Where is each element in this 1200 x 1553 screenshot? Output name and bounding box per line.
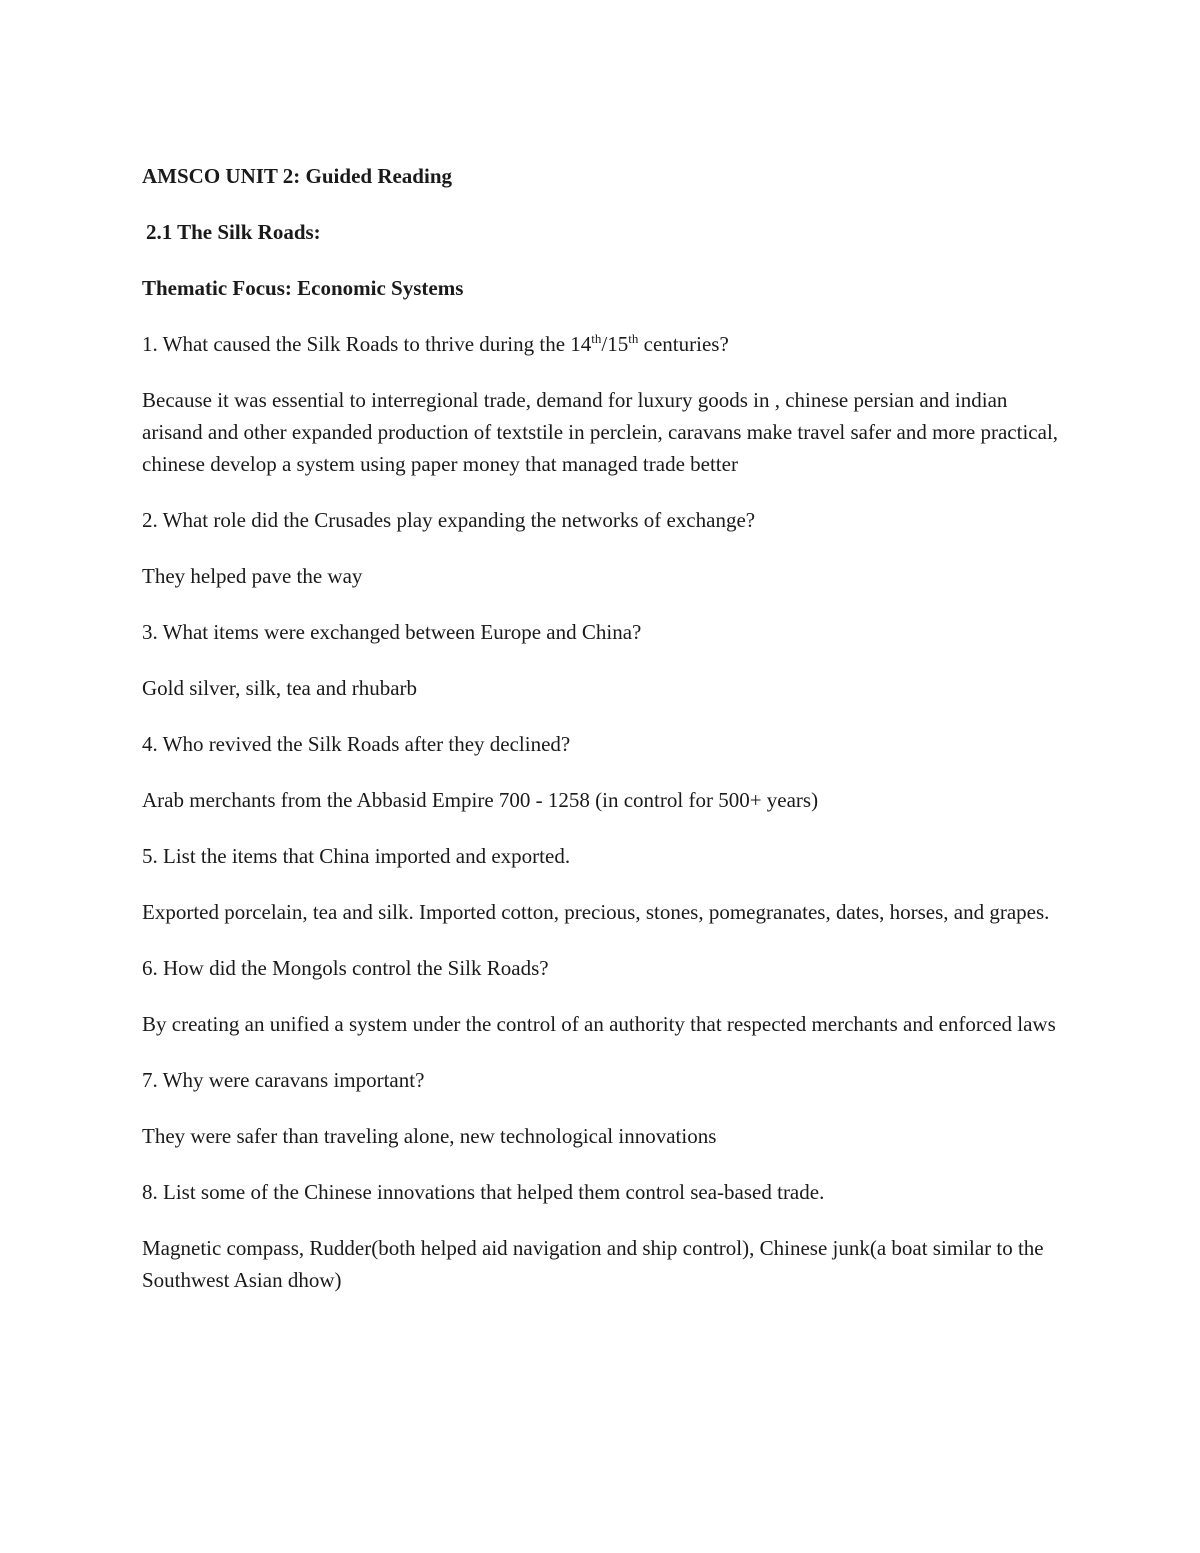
answer-4: Arab merchants from the Abbasid Empire 700 - 1258 (in control for 500+ years) xyxy=(142,788,819,812)
answer-8: Magnetic compass, Rudder(both helped aid navigation and ship control), Chinese junk(a boat similar to the Southwest Asian dhow) xyxy=(142,1236,1044,1292)
section-heading: 2.1 The Silk Roads: xyxy=(146,220,321,244)
question-1: 1. What caused the Silk Roads to thrive during the 14th/15th centuries? xyxy=(142,331,729,356)
document-page xyxy=(142,160,1062,1320)
question-8: 8. List some of the Chinese innovations that helped them control sea-based trade. xyxy=(142,1180,825,1204)
question-6: 6. How did the Mongols control the Silk Roads? xyxy=(142,956,549,980)
answer-7: They were safer than traveling alone, new technological innovations xyxy=(142,1124,717,1148)
document-title: AMSCO UNIT 2: Guided Reading xyxy=(142,164,452,188)
answer-3: Gold silver, silk, tea and rhubarb xyxy=(142,676,418,700)
question-2: 2. What role did the Crusades play expanding the networks of exchange? xyxy=(142,508,756,532)
question-3: 3. What items were exchanged between Europe and China? xyxy=(142,620,642,644)
answer-5: Exported porcelain, tea and silk. Imported cotton, precious, stones, pomegranates, dates, horses, and grapes. xyxy=(142,900,1050,924)
question-5: 5. List the items that China imported and exported. xyxy=(142,844,571,868)
question-7: 7. Why were caravans important? xyxy=(142,1068,425,1092)
answer-2: They helped pave the way xyxy=(142,564,363,588)
thematic-focus-heading: Thematic Focus: Economic Systems xyxy=(142,276,464,300)
answer-1: Because it was essential to interregional trade, demand for luxury goods in , chinese persian and indian arisand and other expanded production of textstile in perclein, caravans make travel safer and more practical, chinese develop a system using paper money that managed trade better xyxy=(142,388,1059,476)
answer-6: By creating an unified a system under the control of an authority that respected merchants and enforced laws xyxy=(142,1012,1056,1036)
question-4: 4. Who revived the Silk Roads after they declined? xyxy=(142,732,571,756)
